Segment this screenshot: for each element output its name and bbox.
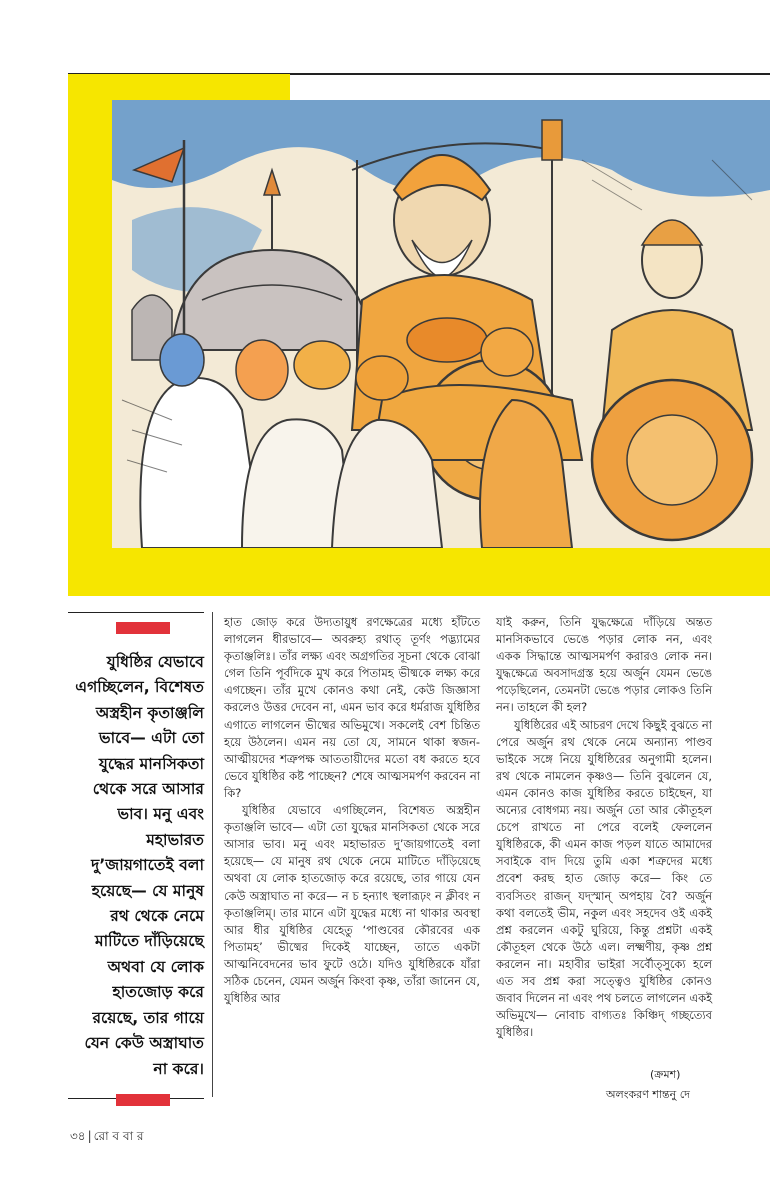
pullquote: যুধিষ্ঠির যেভাবে এগচ্ছিলেন, বিশেষত অস্ত্রহীন কৃতাঞ্জলি ভাবে— এটা তো যুদ্ধের মানসিকতা থেকে সরে আসার ভাব। মনু এবং মহাভারত দু’জায়গাতেই বলা হয়েছে— যে মানুষ রথ থেকে নেমে মাটিতে দাঁড়িয়েছে অথবা যে লোক হাতজোড় করে রয়েছে, তার গায়ে যেন কেউ অস্ত্রাঘাত না করে। (75, 653, 204, 1078)
yellow-frame-top (68, 74, 290, 100)
pullquote-bottom-bar (116, 1094, 170, 1106)
page-number: ৩৪ (70, 1129, 86, 1143)
folio-separator: | (87, 1129, 92, 1143)
column-divider-1 (212, 612, 213, 1097)
pullquote-top-bar (116, 622, 170, 634)
article-column-3 (496, 614, 712, 1041)
yellow-frame-left (68, 74, 112, 596)
mahabharata-illustration (112, 100, 770, 548)
article-column-2 (224, 614, 480, 1007)
article-paragraph: যুধিষ্ঠির যেভাবে এগচ্ছিলেন, বিশেষত অস্ত্রহীন কৃতাঞ্জলি ভাবে— এটা তো যুদ্ধের মানসিকতা থেকে সরে আসার ভাব। মনু এবং মহাভারত দু’জায়গাতেই বলা হয়েছে— যে মানুষ রথ থেকে নেমে মাটিতে দাঁড়িয়েছে অথবা যে লোক হাতজোড় করে রয়েছে, তার গায়ে যেন কেউ অস্ত্রাঘাত না করে— ন চ হন্যাৎ স্থলারূঢ়ং ন ক্লীবং ন কৃতাঞ্জলিম্‌। তার মানে এটা যুদ্ধের মধ্যে না থাকার অবস্থা আর ধীর যুধিষ্ঠির যেহেতু ‘পাণ্ডবের কৌরবের এক পিতামহ’ ভীষ্মের দিকেই যাচ্ছেন, তাতে একটা আত্মনিবেদনের ভাব ফুটে ওঠে। যদিও যুধিষ্ঠিরকে যাঁরা সঠিক চেনেন, যেমন অর্জুন কিংবা কৃষ্ণ, তাঁরা জানেন যে, যুধিষ্ঠির আর (224, 803, 480, 1006)
continued-label: (ক্রমশ) (650, 1068, 681, 1081)
section-name: রো ব বা র (93, 1129, 144, 1143)
article-paragraph: যুধিষ্ঠিরের এই আচরণ দেখে কিছুই বুঝতে না পেরে অর্জুন রথ থেকে নেমে অন্যান্য পাণ্ডব ভাইকে সঙ্গে নিয়ে যুধিষ্ঠিরের অনুগামী হলেন। রথ থেকে নামলেন কৃষ্ণও— তিনি বুঝলেন যে, এমন কোনও কাজ যুধিষ্ঠির করতে চাইছেন, যা অন্যের বোধগম্য নয়। অর্জুন তো আর কৌতূহল চেপে রাখতে না পেরে বলেই ফেললেন যুধিষ্ঠিরকে, কী এমন কাজ পড়ল যাতে আমাদের সবাইকে বাদ দিয়ে তুমি একা শত্রুদের মধ্যে প্রবেশ করছ হাত জোড় করে— কিং তে ব্যবসিতং রাজন্‌ যদ্‌স্মান্‌ অপহায় বৈ? অর্জুন কথা বলতেই ভীম, নকুল এবং সহদেব ওই একই প্রশ্ন করলেন একটু ঘুরিয়ে, কিন্তু প্রশ্নটা একই কৌতূহল থেকে উঠে এল। লক্ষ্মণীয়, কৃষ্ণ প্রশ্ন করলেন না। মহাবীর ভাইরা সর্বৌত্সুক্যে হলে এত সব প্রশ্ন করা সত্ত্বেও যুধিষ্ঠির কোনও জবাব দিলেন না এবং পথ চলতে লাগলেন একই অভিমুখে— নোবাচ বাগ্যতঃ কিঞ্চিদ্‌ গচ্ছত্যেব যুধিষ্ঠির। (496, 717, 712, 1040)
page-folio (70, 1128, 143, 1148)
illustration-credit: অলংকরণ শান্তনু দে (606, 1088, 690, 1101)
yellow-frame-bottom (68, 548, 770, 596)
article-paragraph: যাই করুন, তিনি যুদ্ধক্ষেত্রে দাঁড়িয়ে অন্তত মানসিকভাবে ভেঙে পড়ার লোক নন, এবং একক সিদ্ধান্তে আত্মসমর্পণ করারও লোক নন। যুদ্ধক্ষেত্রে অবসাদগ্রস্ত হয়ে অর্জুন যেমন ভেঙে পড়েছিলেন, তেমনটা ভেঙে পড়ার লোকও তিনি নন। তাহলে কী হল? (496, 615, 712, 715)
article-paragraph: হাত জোড় করে উদ্যতায়ুধ রণক্ষেত্রের মধ্যে হাঁটতে লাগলেন ধীরভাবে— অবরুহ্য রথাত্‌ তূর্ণং পদ্ভ্যামের কৃতাঞ্জলিঃ। তাঁর লক্ষ্য এবং অগ্রগতির সূচনা থেকে বোঝা গেল তিনি পূর্বদিকে মুখ করে পিতামহ ভীষ্মকে লক্ষ্য করে এগচ্ছেন। তাঁর মুখে কোনও কথা নেই, কেউ জিজ্ঞাসা করলেও উত্তর দেবেন না, এমন ভাব করে ধর্মরাজ যুধিষ্ঠির এগাতে লাগলেন ভীষ্মের অভিমুখে। সকলেই বেশ চিন্তিত হয়ে উঠলেন। এমন নয় তো যে, সামনে থাকা স্বজন-আত্মীয়দের শত্রুপক্ষ আততায়ীদের মতো বধ করতে হবে ভেবে যুধিষ্ঠির কষ্ট পাচ্ছেন? শেষে আত্মসমর্পণ করবেন না কি? (224, 615, 480, 800)
